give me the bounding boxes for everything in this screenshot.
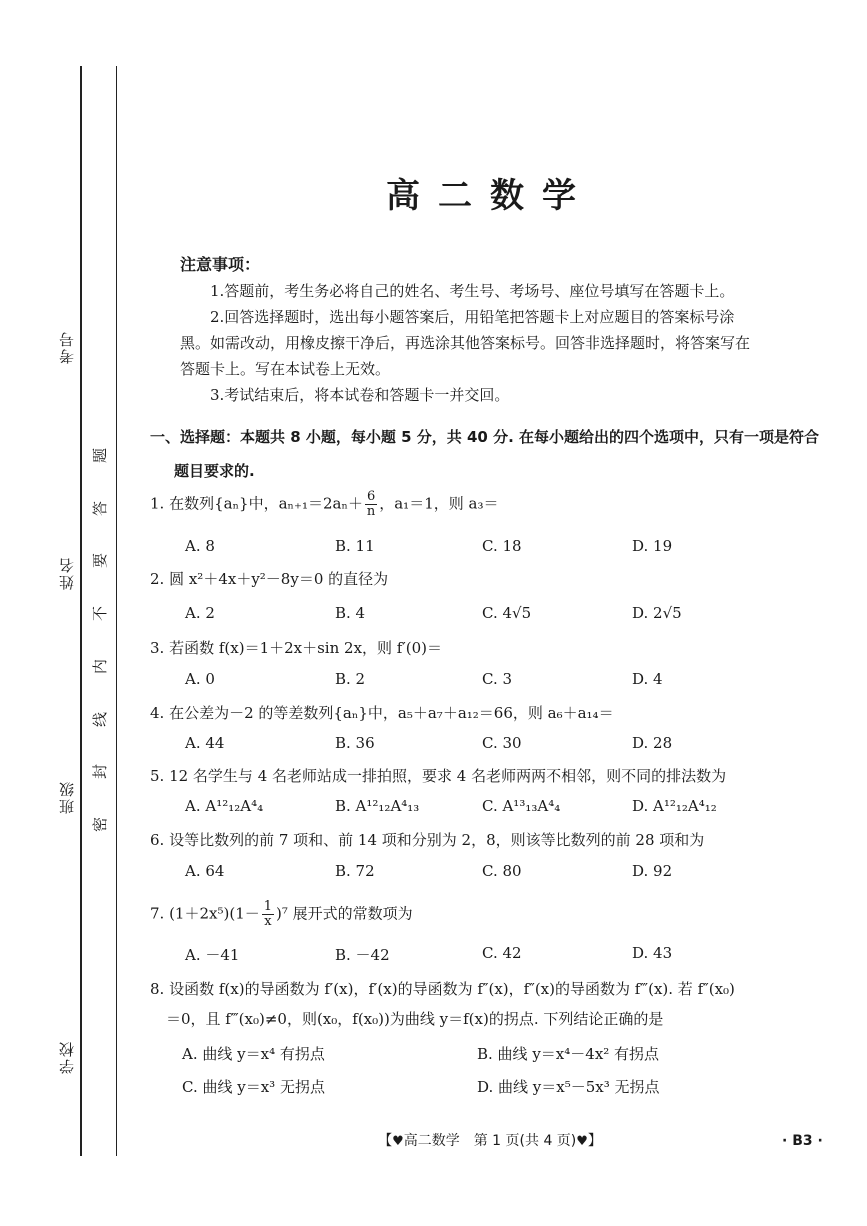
seal-char: 答 bbox=[91, 500, 110, 516]
question-8-line1: 8. 设函数 f(x)的导函数为 f′(x)，f′(x)的导函数为 f″(x)，f″(x)的导函数为 f‴(x). 若 f″(x₀) bbox=[150, 980, 735, 998]
section-heading-line1: 一、选择题：本题共 8 小题，每小题 5 分，共 40 分. 在每小题给出的四个选项中，只有一项是符合 bbox=[150, 428, 820, 446]
page-footer bbox=[370, 1130, 610, 1150]
question-4: 4. 在公差为－2 的等差数列{aₙ}中，a₅＋a₇＋a₁₂＝66，则 a₆＋a₁₄＝ bbox=[150, 704, 614, 722]
question-1-post: ，a₁＝1，则 a₃＝ bbox=[379, 494, 499, 513]
seal-char: 密 bbox=[91, 816, 110, 832]
question-7-post: )⁷ 展开式的常数项为 bbox=[276, 904, 413, 923]
option-b: B. 4 bbox=[335, 604, 366, 622]
field-label-exam-number: 考号 bbox=[57, 330, 76, 364]
field-name bbox=[46, 556, 86, 590]
notes-item-2c: 答题卡上。写在本试卷上无效。 bbox=[180, 360, 391, 378]
option-b: B. 72 bbox=[335, 862, 375, 880]
seal-warning bbox=[88, 445, 112, 835]
option-a: A. 曲线 y＝x⁴ 有拐点 bbox=[182, 1045, 325, 1063]
seal-char: 内 bbox=[91, 658, 110, 674]
fraction-numerator: 6 bbox=[366, 489, 376, 504]
question-7-pre: 7. (1＋2x⁵)(1－ bbox=[150, 904, 260, 923]
option-d: D. 曲线 y＝x⁵－5x³ 无拐点 bbox=[477, 1078, 660, 1096]
option-a: A. 0 bbox=[185, 670, 215, 688]
option-b: B. 2 bbox=[335, 670, 366, 688]
section-heading-line2: 题目要求的. bbox=[174, 462, 255, 480]
option-b: B. A¹²₁₂A⁴₁₃ bbox=[335, 797, 420, 815]
option-a: A. 8 bbox=[185, 537, 215, 555]
heart-icon: ♥ bbox=[576, 1134, 588, 1149]
option-c: C. 42 bbox=[482, 944, 522, 962]
question-2: 2. 圆 x²＋4x＋y²－8y＝0 的直径为 bbox=[150, 570, 389, 588]
option-b: B. 曲线 y＝x⁴－4x² 有拐点 bbox=[477, 1045, 660, 1063]
option-c: C. 3 bbox=[482, 670, 513, 688]
field-school bbox=[46, 1040, 86, 1074]
option-a: A. 64 bbox=[185, 862, 225, 880]
fraction-denominator: n bbox=[366, 504, 376, 519]
option-a: A. 44 bbox=[185, 734, 225, 752]
question-1-pre: 1. 在数列{aₙ}中，aₙ₊₁＝2aₙ＋ bbox=[150, 494, 363, 513]
option-c: C. A¹³₁₃A⁴₄ bbox=[482, 797, 561, 815]
option-c: C. 曲线 y＝x³ 无拐点 bbox=[182, 1078, 325, 1096]
notes-item-1: 1.答题前，考生务必将自己的姓名、考生号、考场号、座位号填写在答题卡上。 bbox=[210, 282, 735, 300]
option-a: A. A¹²₁₂A⁴₄ bbox=[185, 797, 264, 815]
option-c: C. 80 bbox=[482, 862, 522, 880]
fraction-numerator: 1 bbox=[263, 899, 273, 914]
question-7 bbox=[150, 900, 840, 929]
option-d: D. 92 bbox=[632, 862, 673, 880]
section-heading bbox=[150, 420, 820, 488]
fraction-6-over-n bbox=[365, 490, 377, 519]
question-8-line2: ＝0，且 f‴(x₀)≠0，则(x₀，f(x₀))为曲线 y＝f(x)的拐点. 下列结论正确的是 bbox=[166, 1010, 664, 1028]
option-b: B. －42 bbox=[335, 946, 390, 964]
field-label-school: 学校 bbox=[57, 1040, 76, 1074]
binding-line-outer bbox=[80, 66, 82, 1156]
question-6: 6. 设等比数列的前 7 项和、前 14 项和分别为 2，8，则该等比数列的前 28 项和为 bbox=[150, 831, 705, 849]
seal-char: 封 bbox=[91, 764, 110, 780]
page-title: 高二数学 bbox=[386, 176, 594, 216]
notes-block bbox=[180, 252, 810, 408]
option-d: D. 19 bbox=[632, 537, 673, 555]
option-b: B. 36 bbox=[335, 734, 375, 752]
notes-item-3: 3.考试结束后，将本试卷和答题卡一并交回。 bbox=[210, 386, 510, 404]
footer-text: 高二数学 第 1 页(共 4 页) bbox=[403, 1133, 577, 1149]
question-3: 3. 若函数 f(x)＝1＋2x＋sin 2x，则 f′(0)＝ bbox=[150, 639, 443, 657]
footer-close-bracket: 】 bbox=[587, 1133, 602, 1149]
option-d: D. 2√5 bbox=[632, 604, 682, 622]
field-class bbox=[46, 780, 86, 814]
seal-char: 要 bbox=[91, 553, 110, 569]
seal-char: 题 bbox=[91, 447, 110, 464]
question-1 bbox=[150, 490, 840, 519]
seal-char: 线 bbox=[91, 711, 110, 727]
option-b: B. 11 bbox=[335, 537, 375, 555]
option-d: D. 4 bbox=[632, 670, 663, 688]
binding-line-inner bbox=[116, 66, 117, 1156]
option-a: A. 2 bbox=[185, 604, 215, 622]
option-d: D. 28 bbox=[632, 734, 673, 752]
notes-item-2a: 2.回答选择题时，选出每小题答案后，用铅笔把答题卡上对应题目的答案标号涂 bbox=[210, 308, 735, 326]
option-c: C. 18 bbox=[482, 537, 522, 555]
option-d: D. 43 bbox=[632, 944, 673, 962]
fraction-1-over-x bbox=[262, 900, 274, 929]
option-d: D. A¹²₁₂A⁴₁₂ bbox=[632, 797, 717, 815]
notes-heading: 注意事项： bbox=[180, 255, 261, 274]
field-exam-number bbox=[46, 330, 86, 364]
seal-char: 不 bbox=[91, 606, 110, 622]
option-c: C. 4√5 bbox=[482, 604, 532, 622]
field-label-class: 班级 bbox=[57, 780, 76, 814]
footer-open-bracket: 【 bbox=[378, 1133, 393, 1149]
question-5: 5. 12 名学生与 4 名老师站成一排拍照，要求 4 名老师两两不相邻，则不同的排法数为 bbox=[150, 767, 727, 785]
option-c: C. 30 bbox=[482, 734, 522, 752]
notes-item-2b: 黑。如需改动，用橡皮擦干净后，再选涂其他答案标号。回答非选择题时，将答案写在 bbox=[180, 334, 751, 352]
field-label-name: 姓名 bbox=[57, 556, 76, 590]
page-code: · B3 · bbox=[782, 1133, 823, 1149]
fraction-denominator: x bbox=[264, 914, 272, 929]
heart-icon: ♥ bbox=[392, 1134, 404, 1149]
option-a: A. －41 bbox=[185, 946, 240, 964]
